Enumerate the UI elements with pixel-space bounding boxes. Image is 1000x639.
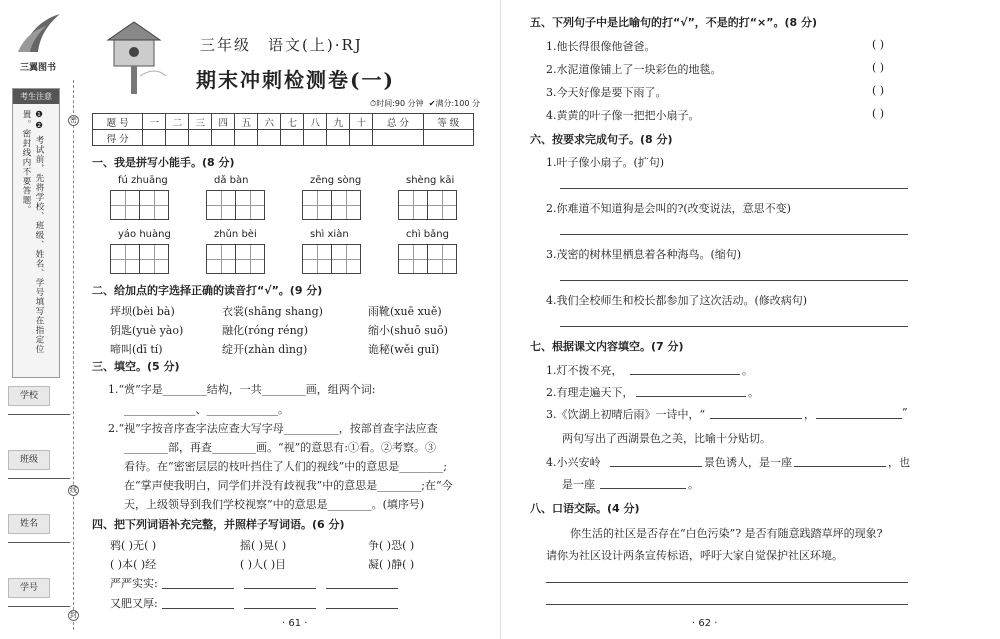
q3-line3: 2.“视”字按音序查字法应查大写字母__________，按部首查字法应查 [108,422,438,435]
q4-item-2: 摇( )晃( ) [240,539,287,552]
tianzige-boxes[interactable] [302,244,360,274]
score-cell[interactable] [235,130,258,146]
q4-answer-1c[interactable] [326,588,398,589]
q4-answer-1a[interactable] [162,588,234,589]
answer-parenthesis[interactable]: ( ) [872,38,885,51]
tianzige-boxes[interactable] [110,190,168,220]
answer-parenthesis[interactable]: ( ) [872,84,885,97]
q4-example-1: 严严实实: [110,577,158,590]
q7-blank-6[interactable] [794,466,886,467]
q7-line5-mid: 景色诱人，是一座 [704,456,792,469]
rewrite-prompt: 1.叶子像小扇子。(扩句) [546,156,665,169]
score-cell[interactable] [423,130,473,146]
q7-blank-7[interactable] [600,488,686,489]
q4-item-3: 争( )恐( ) [368,539,415,552]
q3-line5: 看待。在“密密层层的枝叶挡住了人们的视线”中的意思是________; [124,460,447,473]
q5-title: 五、下列句子中是比喻句的打“√”，不是的打“×”。(8 分) [530,16,818,29]
student-number-label: 学号 [8,578,50,598]
time-limit: ⏱时间:90 分钟 [370,99,424,108]
score-cell[interactable] [258,130,281,146]
class-label: 班级 [8,450,50,470]
exam-title: 期末冲刺检测卷(一) [196,68,395,92]
score-header-cell: 八 [304,114,327,130]
answer-parenthesis[interactable]: ( ) [872,107,885,120]
q4-answer-2c[interactable] [326,608,398,609]
pinyin-label: chì bǎng [406,229,449,240]
pronunciation-item[interactable]: 雨靴(xuē xuě) [368,305,442,318]
seal-mark-top: 密 [70,116,77,124]
seal-mark-bottom: 封 [70,611,77,619]
score-cell[interactable] [143,130,166,146]
q3-line7: 天，上级领导到我们学校视察”中的意思是________。(填序号) [124,498,425,511]
judgement-item: 2.水泥道像铺上了一块彩色的地毯。 [546,63,722,76]
q8-prompt-1: 你生活的社区是否存在“白色污染”? 是否有随意践踏草坪的现象? [570,527,883,540]
q4-answer-2b[interactable] [244,608,316,609]
rewrite-prompt: 4.我们全校师生和校长都参加了这次活动。(修改病句) [546,294,808,307]
q4-answer-1b[interactable] [244,588,316,589]
score-cell[interactable] [373,130,423,146]
q8-answer-line-1[interactable] [546,582,908,583]
publisher-logo [12,8,64,60]
q7-period-1: 。 [742,364,753,377]
pronunciation-item[interactable]: 钥匙(yuè yào) [110,324,184,337]
q7-line6: 是一座 [562,478,595,491]
pinyin-label: zēng sòng [310,175,362,186]
q4-example-2: 又肥又厚: [110,597,158,610]
pinyin-label: yáo huàng [118,229,171,240]
judgement-item: 1.他长得很像他爸爸。 [546,40,656,53]
q6-title: 六、按要求完成句子。(8 分) [530,133,673,146]
q7-line5-start: 4.小兴安岭 [546,456,601,469]
pinyin-label: shèng kāi [406,175,455,186]
q3-line4: ________部，再查________画。“视”的意思有:①看。②考察。③ [124,441,436,454]
q7-line1: 1.灯不拨不亮， [546,364,623,377]
score-header-row [93,114,474,130]
tianzige-boxes[interactable] [398,244,456,274]
tianzige-boxes[interactable] [206,244,264,274]
q7-period-2: 。 [748,386,759,399]
q7-line3-end: ” [902,406,908,419]
q4-item-4: ( )本( )经 [110,558,157,571]
score-header-cell: 九 [327,114,350,130]
score-cell[interactable] [350,130,373,146]
pinyin-label: fú zhuāng [118,175,168,186]
tianzige-boxes[interactable] [206,190,264,220]
q7-blank-4[interactable] [816,418,902,419]
q8-title: 八、口语交际。(4 分) [530,502,640,515]
score-entry-row [93,130,474,146]
q7-blank-2[interactable] [636,396,746,397]
q7-line3-comma: ， [804,408,815,421]
q3-line2: _____________、_____________。 [124,403,289,416]
q7-line2: 2.有理走遍天下， [546,386,634,399]
pronunciation-item[interactable]: 绽开(zhàn dìng) [222,343,308,356]
exam-meta [370,98,480,109]
pronunciation-item[interactable]: 融化(róng réng) [222,324,308,337]
rewrite-prompt: 3.茂密的树林里栖息着各种海鸟。(缩句) [546,248,742,261]
seal-line [73,80,74,630]
q3-line1: 1.“赏”字是________结构，一共________画，组两个词: [108,383,376,396]
score-cell[interactable] [281,130,304,146]
grade-subject: 三年级 语文(上)·RJ [200,36,363,54]
score-header-cell: 四 [212,114,235,130]
tianzige-boxes[interactable] [302,190,360,220]
q4-item-5: ( )人( )目 [240,558,287,571]
publisher-name: 三翼图书 [19,63,56,73]
school-label: 学校 [8,386,50,406]
q8-prompt-2: 请你为社区设计两条宣传标语，呼吁大家自觉保护社区环境。 [546,549,843,562]
score-header-cell: 六 [258,114,281,130]
score-cell[interactable] [304,130,327,146]
seal-mark-middle: 线 [70,486,77,494]
q7-blank-3[interactable] [710,418,802,419]
notice-title: 考生注意 [13,89,59,104]
q4-item-6: 凝( )静( ) [368,558,415,571]
tianzige-boxes[interactable] [110,244,168,274]
name-field[interactable] [8,542,70,543]
pronunciation-item[interactable]: 诡秘(wěi guǐ) [368,343,440,356]
score-header-cell: 总 分 [373,114,423,130]
q3-line6: 在“掌声使我明白，同学们并没有歧视我”中的意思是________;在“今 [124,479,453,492]
class-field[interactable] [8,478,70,479]
score-cell[interactable] [189,130,212,146]
score-header-cell: 一 [143,114,166,130]
rewrite-answer-line[interactable] [560,326,908,327]
score-header-cell: 题 号 [93,114,143,130]
rewrite-prompt: 2.你难道不知道狗是会叫的?(改变说法，意思不变) [546,202,791,215]
judgement-item: 4.黄黄的叶子像一把把小扇子。 [546,109,700,122]
score-row-label: 得 分 [93,130,143,146]
student-number-field[interactable] [8,606,70,607]
pronunciation-item[interactable]: 缩小(shuō suō) [368,324,448,337]
page-number-left: · 61 · [282,618,308,629]
q8-answer-line-2[interactable] [546,604,908,605]
score-header-cell: 二 [166,114,189,130]
score-header-cell: 七 [281,114,304,130]
q7-period-3: 。 [688,478,699,491]
q4-title: 四、把下列词语补充完整，并照样子写词语。(6 分) [92,518,345,531]
judgement-item: 3.今天好像是要下雨了。 [546,86,667,99]
pinyin-label: zhǔn bèi [214,229,257,240]
q7-line3-start: 3.《饮湖上初晴后雨》一诗中，“ [546,408,706,421]
page-divider [500,0,501,639]
score-header-cell: 等 级 [423,114,473,130]
tianzige-boxes[interactable] [398,190,456,220]
school-field[interactable] [8,414,70,415]
score-cell[interactable] [166,130,189,146]
name-label: 姓名 [8,514,50,534]
score-table [92,113,474,146]
score-header-cell: 三 [189,114,212,130]
q2-title: 二、给加点的字选择正确的读音打“√”。(9 分) [92,284,323,297]
exam-notice [12,88,60,378]
full-score: ✔满分:100 分 [428,99,480,108]
q4-answer-2a[interactable] [162,608,234,609]
q3-title: 三、填空。(5 分) [92,360,180,373]
rewrite-answer-line[interactable] [560,280,908,281]
score-header-cell: 五 [235,114,258,130]
birdhouse-illustration [100,16,170,96]
q7-blank-5[interactable] [610,466,702,467]
pinyin-label: shì xiàn [310,229,349,240]
score-header-cell: 十 [350,114,373,130]
pronunciation-item[interactable]: 啼叫(dī tí) [110,343,163,356]
q7-title: 七、根据课文内容填空。(7 分) [530,340,684,353]
rewrite-answer-line[interactable] [560,188,908,189]
answer-parenthesis[interactable]: ( ) [872,61,885,74]
q7-line4: 两句写出了西湖景色之美，比喻十分贴切。 [562,432,771,445]
pronunciation-item[interactable]: 坪坝(bèi bà) [110,305,175,318]
binding-sidebar [0,0,75,639]
q1-title: 一、我是拼写小能手。(8 分) [92,156,235,169]
q4-item-1: 鸦( )无( ) [110,539,157,552]
pinyin-label: dǎ bàn [214,175,249,186]
score-cell[interactable] [212,130,235,146]
pronunciation-item[interactable]: 衣裳(shāng shang) [222,305,323,318]
q7-blank-1[interactable] [630,374,740,375]
score-cell[interactable] [327,130,350,146]
q7-line5-end: ，也 [888,456,910,469]
notice-text: ❶❷ 考试前，先将学校、班级、姓名、学号填写在指定位置。密封线内不要答题。 [21,110,44,355]
page-number-right: · 62 · [692,618,718,629]
rewrite-answer-line[interactable] [560,234,908,235]
